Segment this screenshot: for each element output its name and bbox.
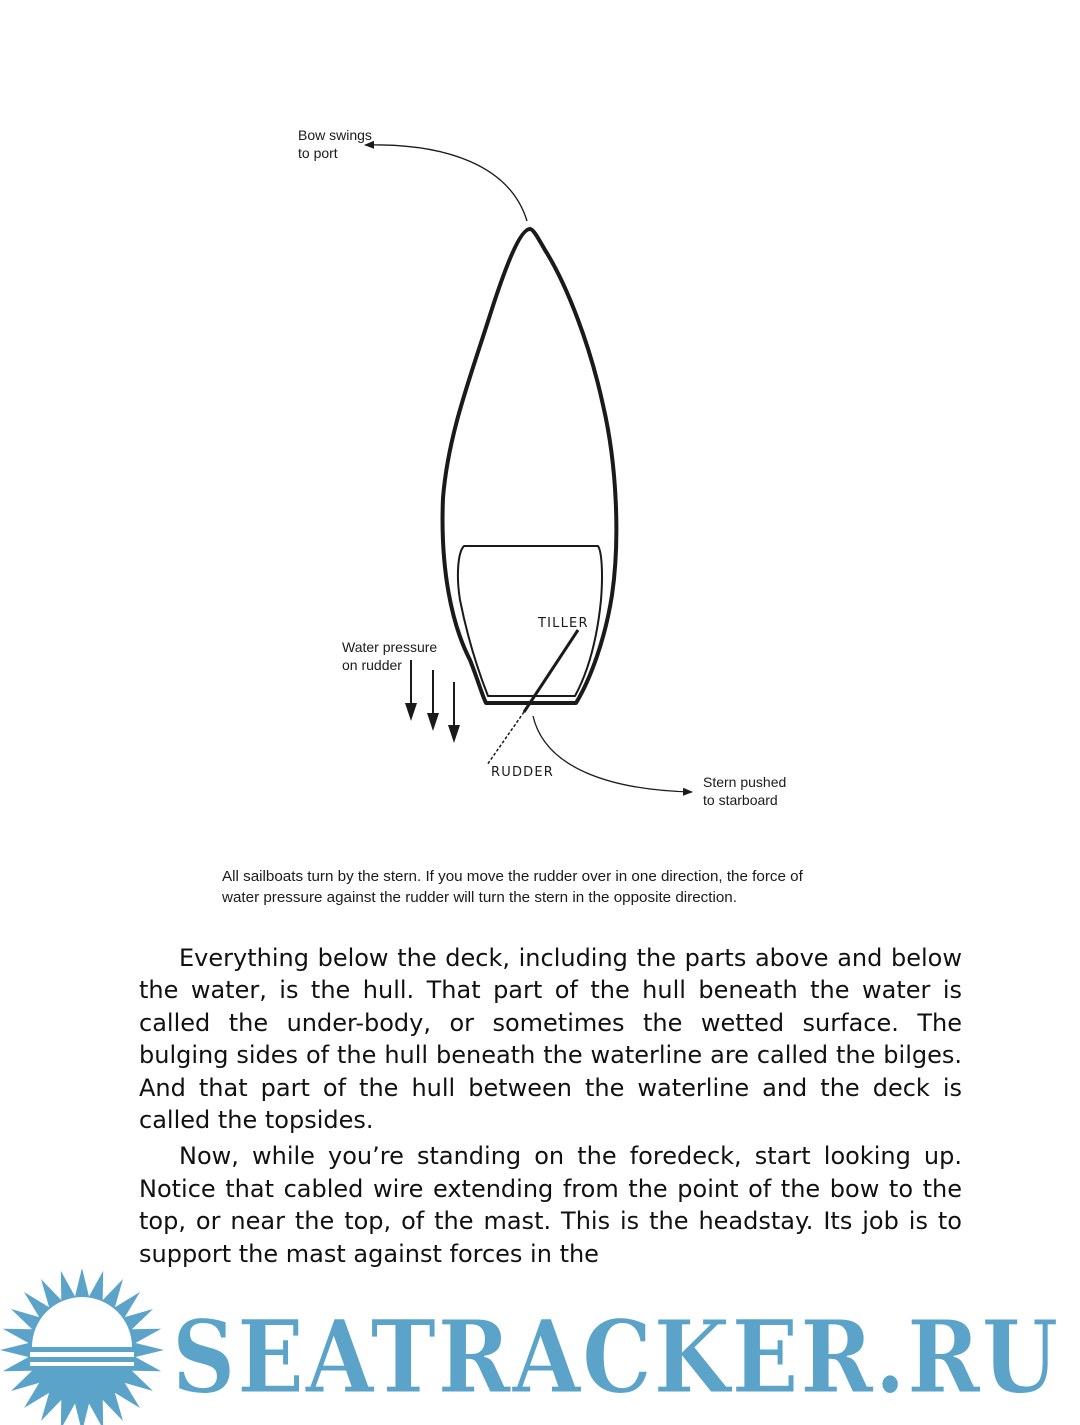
stern-push-arrow: [533, 716, 692, 792]
hull-outline: [443, 229, 617, 703]
tiller: [524, 630, 578, 712]
stern-label-line2: to starboard: [703, 792, 778, 808]
caption-line2: water pressure against the rudder will turn the stern in the opposite direction.: [222, 889, 737, 906]
water-label-line2: on rudder: [342, 657, 402, 673]
caption-line1: All sailboats turn by the stern. If you move the rudder over in one direction, the force of: [222, 868, 803, 885]
tiller-label: TILLER: [538, 616, 589, 631]
bow-swing-arrow: [365, 145, 527, 221]
paragraph-1: Everything below the deck, including the parts above and below the water, is the hull. That part of the hull beneath the water is called the under-body, or sometimes the wetted surface. The bulging sides of the hull beneath the waterline are called the bilges. And that part of the hull between the waterline and the deck is called the topsides.: [139, 944, 962, 1135]
figure-caption: [222, 866, 912, 908]
water-label-line1: Water pressure: [342, 639, 438, 655]
body-text: [139, 942, 962, 1274]
stern-label-line1: Stern pushed: [703, 774, 787, 790]
rudder: [487, 712, 524, 765]
watermark: [0, 1262, 1080, 1425]
watermark-text: SEATRACKER.RU: [172, 1298, 1060, 1416]
rudder-label: RUDDER: [491, 765, 555, 780]
paragraph-2: Now, while you’re standing on the foredeck, start looking up. Notice that cabled wire extending from the point of the bow to the top, or near the top, of the mast. This is the headstay. Its job is to support the mast against forces in the: [139, 1142, 962, 1268]
water-pressure-arrows: [405, 660, 460, 743]
bow-label-line1: Bow swings: [298, 127, 372, 143]
sun-logo-icon: [0, 1268, 164, 1425]
bow-label-line2: to port: [298, 145, 338, 161]
